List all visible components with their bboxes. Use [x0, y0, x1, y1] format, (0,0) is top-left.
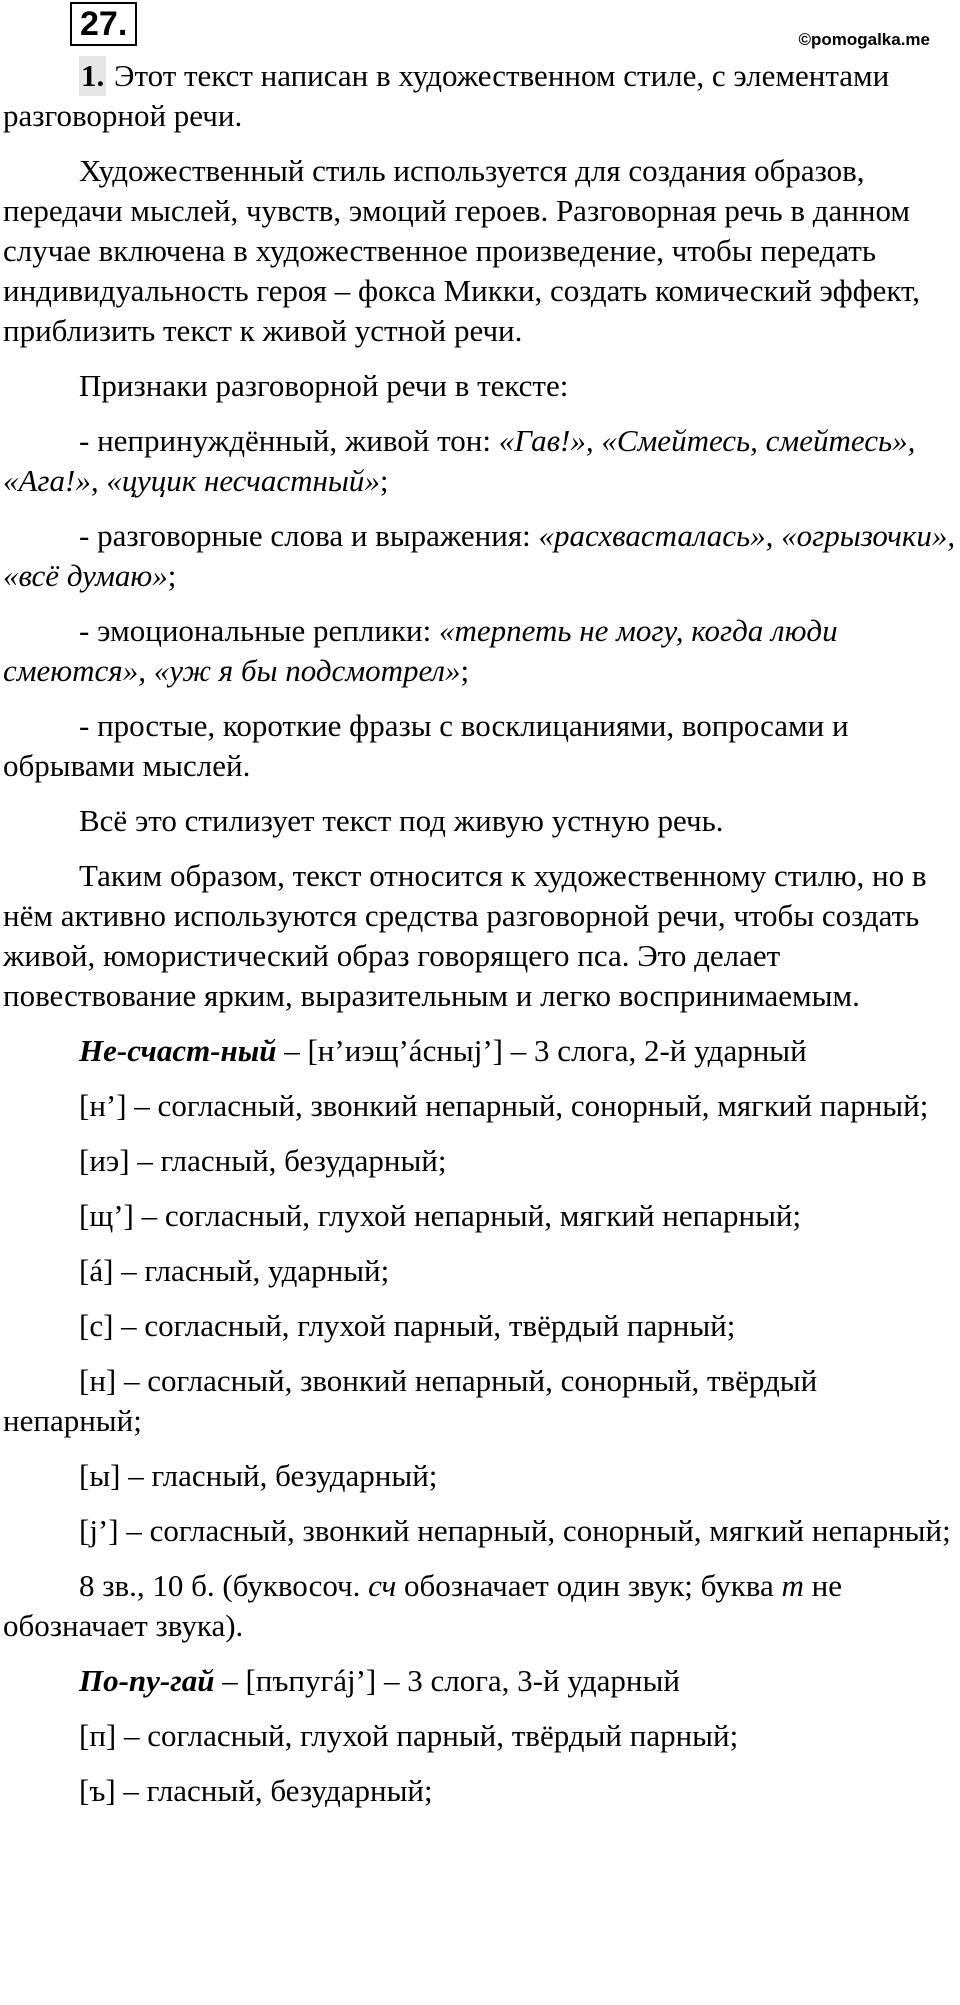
word-analysis-1: Не-счаст-ный – [н’иэщ’áсныj’] – 3 слога, 2-й ударный: [79, 1033, 807, 1068]
sound-summary: 8 зв., 10 б. (буквосоч. сч обозначает один звук; буква т не обозначает звука).: [3, 1568, 843, 1643]
sound-line: [с] – согласный, глухой парный, твёрдый парный;: [79, 1308, 736, 1343]
feature-replies: - эмоциональные реплики: «терпеть не могу, когда люди смеются», «уж я бы подсмотрел»;: [3, 613, 838, 688]
paragraph-conclusion: Таким образом, текст относится к художественному стилю, но в нём активно используются средства разговорной речи, чтобы создать живой, юмористический образ говорящего пса. Это делает повествование ярким, выразительным и легко воспринимаемым.: [3, 858, 927, 1013]
site-watermark: ©pomogalka.me: [798, 30, 930, 49]
sound-line: [ы] – гласный, безударный;: [79, 1458, 438, 1493]
feature-tone: - непринуждённый, живой тон: «Гав!», «Смейтесь, смейтесь», «Ага!», «цуцик несчастный»;: [3, 423, 916, 498]
sound-line: [иэ] – гласный, безударный;: [79, 1143, 447, 1178]
paragraph-1: 1. Этот текст написан в художественном стиле, с элементами разговорной речи.: [3, 58, 890, 133]
paragraph-2: Художественный стиль используется для создания образов, передачи мыслей, чувств, эмоций героев. Разговорная речь в данном случае включена в художественное произведение, чтобы передать индивидуальность героя – фокса Микки, создать комический эффект, приблизить текст к живой устной речи.: [3, 153, 921, 348]
task-number: 27.: [70, 2, 137, 46]
feature-words: - разговорные слова и выражения: «расхвасталась», «огрызочки», «всё думаю»;: [3, 518, 956, 593]
feature-phrases: - простые, короткие фразы с восклицаниями, вопросами и обрывами мыслей.: [3, 708, 849, 783]
sound-line: [á] – гласный, ударный;: [79, 1253, 390, 1288]
sound-line: [щ’] – согласный, глухой непарный, мягкий непарный;: [79, 1198, 802, 1233]
sound-line: [н’] – согласный, звонкий непарный, сонорный, мягкий парный;: [79, 1088, 929, 1123]
item-number: 1.: [79, 56, 106, 96]
answer-text: [3, 56, 960, 1826]
sound-line: [п] – согласный, глухой парный, твёрдый парный;: [79, 1718, 739, 1753]
paragraph-8: Всё это стилизует текст под живую устную речь.: [79, 803, 724, 838]
paragraph-3: Признаки разговорной речи в тексте:: [79, 368, 569, 403]
sound-line: [j’] – согласный, звонкий непарный, сонорный, мягкий непарный;: [79, 1513, 951, 1548]
word-analysis-2: По-пу-гай – [пъпугáj’] – 3 слога, 3-й ударный: [79, 1663, 680, 1698]
sound-line: [н] – согласный, звонкий непарный, сонорный, твёрдый непарный;: [3, 1363, 818, 1438]
sound-line: [ъ] – гласный, безударный;: [79, 1773, 433, 1808]
